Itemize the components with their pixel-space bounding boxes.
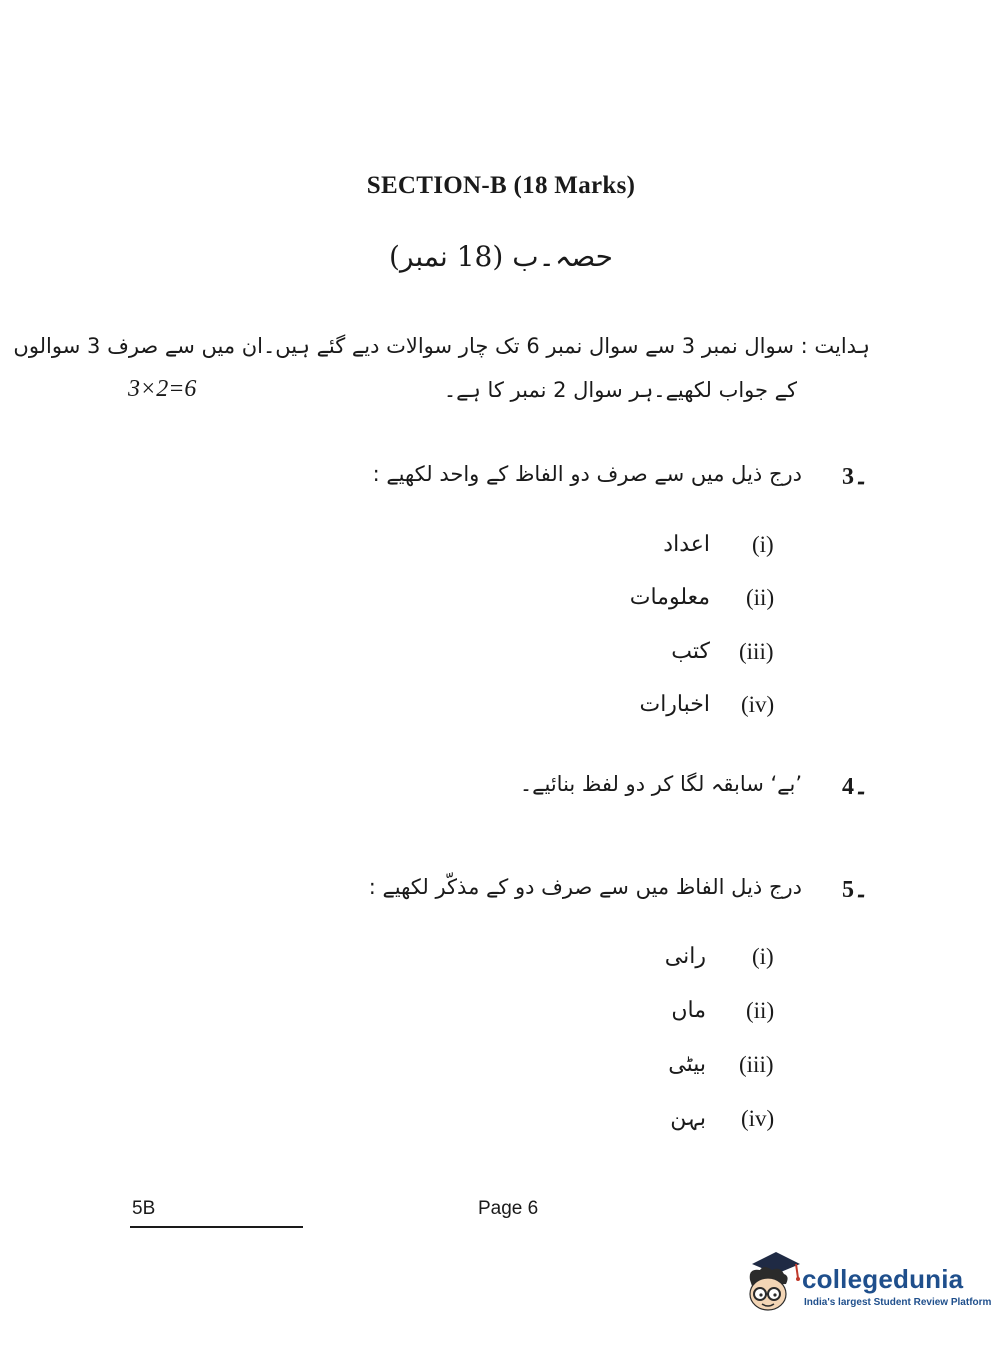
q5-option-1-word: رانی <box>664 944 706 969</box>
question-4-text: ’بے‘ سابقہ لگا کر دو لفظ بنائیے۔ <box>519 772 802 796</box>
instruction-line-2: کے جواب لکھیے۔ہر سوال 2 نمبر کا ہے۔ <box>443 378 797 402</box>
section-title: SECTION-B (18 Marks) <box>366 172 636 199</box>
q5-option-2-num: (ii) <box>746 998 775 1023</box>
q5-option-2-word: ماں <box>671 998 706 1023</box>
q3-option-1-word: اعداد <box>663 532 710 557</box>
q3-option-4-word: اخبارات <box>639 692 710 717</box>
mascot-icon <box>740 1250 802 1320</box>
question-3-text: درج ذیل میں سے صرف دو الفاظ کے واحد لکھیے : <box>372 462 802 486</box>
q3-option-1-num: (i) <box>752 532 774 557</box>
q3-option-2-num: (ii) <box>746 585 775 610</box>
q5-option-4-word: بہن <box>670 1106 706 1131</box>
q5-option-1-num: (i) <box>752 944 774 969</box>
q5-option-3-word: بیٹی <box>668 1052 706 1077</box>
logo-tagline: India's largest Student Review Platform <box>804 1297 992 1308</box>
question-4-number: 4۔ <box>842 774 869 800</box>
collegedunia-logo <box>740 1250 992 1320</box>
logo-wordmark: collegedunia <box>802 1264 964 1294</box>
q3-option-2-word: معلومات <box>629 585 710 610</box>
q5-option-4-num: (iv) <box>741 1106 775 1131</box>
q3-option-4-num: (iv) <box>741 692 775 717</box>
footer-paper-code: 5B <box>132 1198 156 1219</box>
q3-option-3-num: (iii) <box>739 639 774 664</box>
instruction-marks: 3×2=6 <box>128 376 197 402</box>
instruction-line-1: ہدایت : سوال نمبر 3 سے سوال نمبر 6 تک چار سوالات دیے گئے ہیں۔ان میں سے صرف 3 سوالوں <box>13 334 870 358</box>
footer-page-number: Page 6 <box>478 1198 539 1219</box>
question-3-number: 3۔ <box>842 464 869 490</box>
q3-option-3-word: کتب <box>671 639 710 664</box>
footer-underline <box>130 1226 303 1228</box>
question-5-number: 5۔ <box>842 877 869 903</box>
q5-option-3-num: (iii) <box>739 1052 774 1077</box>
urdu-section-title: حصہ۔ب (18 نمبر) <box>389 240 613 273</box>
question-5-text: درج ذیل الفاظ میں سے صرف دو کے مذکّر لکھیے : <box>368 875 802 899</box>
